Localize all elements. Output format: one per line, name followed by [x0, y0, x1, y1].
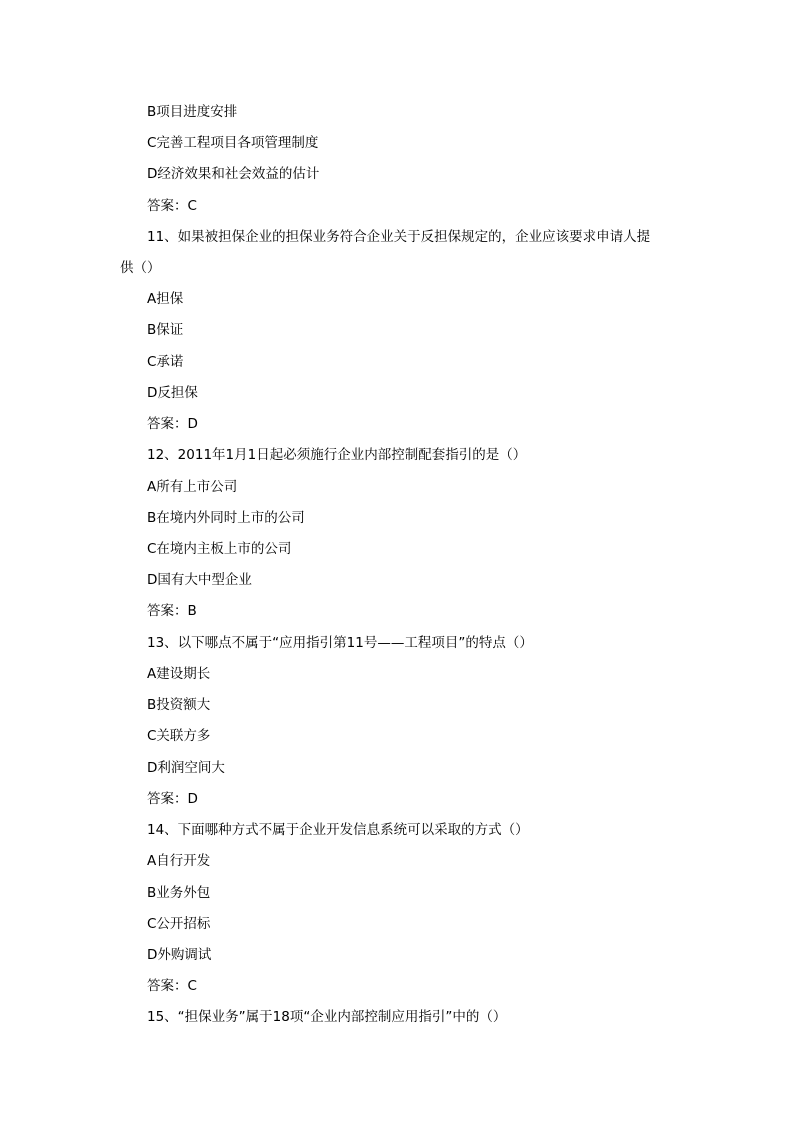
question-13-text: 13、以下哪点不属于“应用指引第11号——工程项目”的特点（）	[147, 635, 533, 651]
answer-text: 答案：C	[147, 978, 197, 994]
option-a-text: A所有上市公司	[147, 479, 238, 495]
option-c-text: C完善工程项目各项管理制度	[147, 135, 319, 151]
option-b-text: B项目进度安排	[147, 104, 238, 120]
option-d-text: D利润空间大	[147, 760, 225, 776]
option-d-text: D国有大中型企业	[147, 572, 252, 588]
option-b-text: B业务外包	[147, 885, 211, 901]
option-a-text: A自行开发	[147, 853, 211, 869]
option-d-text: D外购调试	[147, 947, 212, 963]
option-b-text: B在境内外同时上市的公司	[147, 510, 305, 526]
answer-text: 答案：C	[147, 198, 197, 214]
option-c-text: C关联方多	[147, 728, 211, 744]
answer-text: 答案：B	[147, 603, 197, 619]
answer-text: 答案：D	[147, 416, 198, 432]
option-c-text: C公开招标	[147, 916, 211, 932]
answer-text: 答案：D	[147, 791, 198, 807]
option-d-text: D反担保	[147, 385, 198, 401]
option-d-text: D经济效果和社会效益的估计	[147, 166, 320, 182]
option-b-text: B投资额大	[147, 697, 211, 713]
option-c-text: C承诺	[147, 354, 184, 370]
question-15-text: 15、“担保业务”属于18项“企业内部控制应用指引”中的（）	[147, 1009, 507, 1025]
option-c-text: C在境内主板上市的公司	[147, 541, 292, 557]
question-14-text: 14、下面哪种方式不属于企业开发信息系统可以采取的方式（）	[147, 822, 529, 838]
question-11-continuation: 供（）	[120, 260, 161, 276]
option-a-text: A建设期长	[147, 666, 211, 682]
option-b-text: B保证	[147, 322, 184, 338]
question-11-text: 11、如果被担保企业的担保业务符合企业关于反担保规定的，企业应该要求申请人提	[147, 229, 651, 245]
question-12-text: 12、2011年1月1日起必须施行企业内部控制配套指引的是（）	[147, 447, 527, 463]
option-a-text: A担保	[147, 291, 184, 307]
